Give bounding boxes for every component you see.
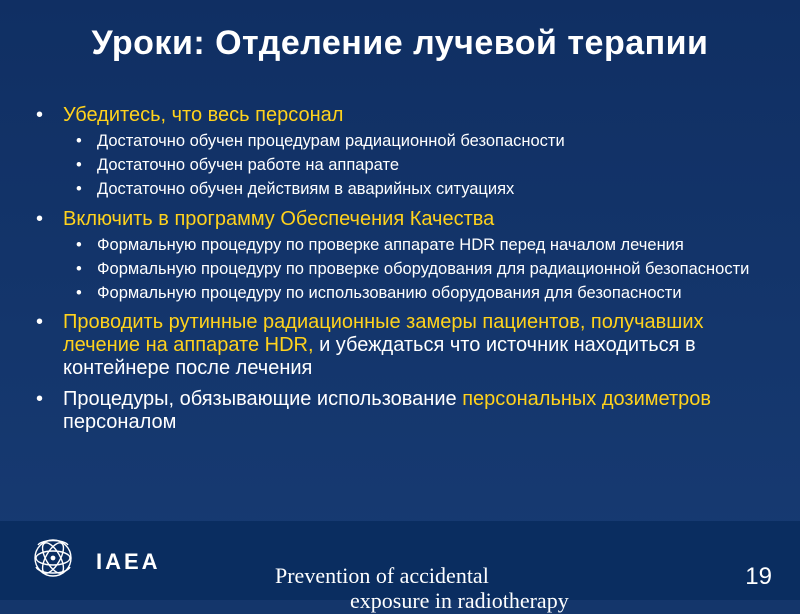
bullet-icon: • <box>36 311 44 333</box>
sub-bullet-text: Достаточно обучен действиям в аварийных ситуациях <box>97 180 515 198</box>
bullet-section-2 <box>36 208 776 231</box>
bullet-icon: • <box>36 388 44 410</box>
sub-bullet <box>76 260 776 279</box>
sub-bullet-text: Достаточно обучен работе на аппарате <box>97 156 399 174</box>
bullet-text-2: Включить в программу Обеспечения Качества <box>63 208 495 230</box>
bullet-text-3-white: и убеждаться что источник находиться в контейнере после лечения <box>63 334 696 379</box>
bullet-icon: • <box>76 180 82 198</box>
sub-bullet <box>76 236 776 255</box>
page-number: 19 <box>745 563 772 590</box>
sub-bullet <box>76 156 776 175</box>
bullet-icon: • <box>36 208 44 230</box>
bullet-icon: • <box>76 156 82 174</box>
sub-bullet-text: Достаточно обучен процедурам радиационной безопасности <box>97 132 565 150</box>
sub-bullet <box>76 132 776 151</box>
bullet-text-4-white-end: персоналом <box>63 411 177 433</box>
bullet-text-4-white: Процедуры, обязывающие использование <box>63 388 463 410</box>
bullet-icon: • <box>76 236 82 254</box>
iaea-text: IAEA <box>96 549 161 574</box>
slide-content <box>36 100 776 434</box>
bullet-section-1 <box>36 104 776 127</box>
footer-text-line2: exposure in radiotherapy <box>350 588 569 613</box>
bullet-icon: • <box>76 132 82 150</box>
footer-text: Prevention of accidental <box>275 563 489 588</box>
bullet-text-3-yellow: Проводить рутинные радиационные замеры пациентов, получавших лечение на аппарате HDR, <box>63 311 704 356</box>
sub-bullet-text: Формальную процедуру по проверке аппарате HDR перед началом лечения <box>97 236 684 254</box>
sub-bullet <box>76 284 776 303</box>
slide-title: Уроки: Отделение лучевой терапии <box>91 24 709 62</box>
sub-bullet-text: Формальную процедуру по использованию оборудования для безопасности <box>97 284 682 302</box>
bullet-text-4-yellow: персональных дозиметров <box>462 388 712 410</box>
sub-bullet-text: Формальную процедуру по проверке оборудования для радиационной безопасности <box>97 260 750 278</box>
bullet-section-3 <box>36 311 776 380</box>
sub-bullet <box>76 180 776 199</box>
bullet-section-4 <box>36 388 776 434</box>
bullet-text-1: Убедитесь, что весь персонал <box>63 104 344 126</box>
bullet-icon: • <box>76 284 82 302</box>
bullet-icon: • <box>36 104 44 126</box>
bullet-icon: • <box>76 260 82 278</box>
